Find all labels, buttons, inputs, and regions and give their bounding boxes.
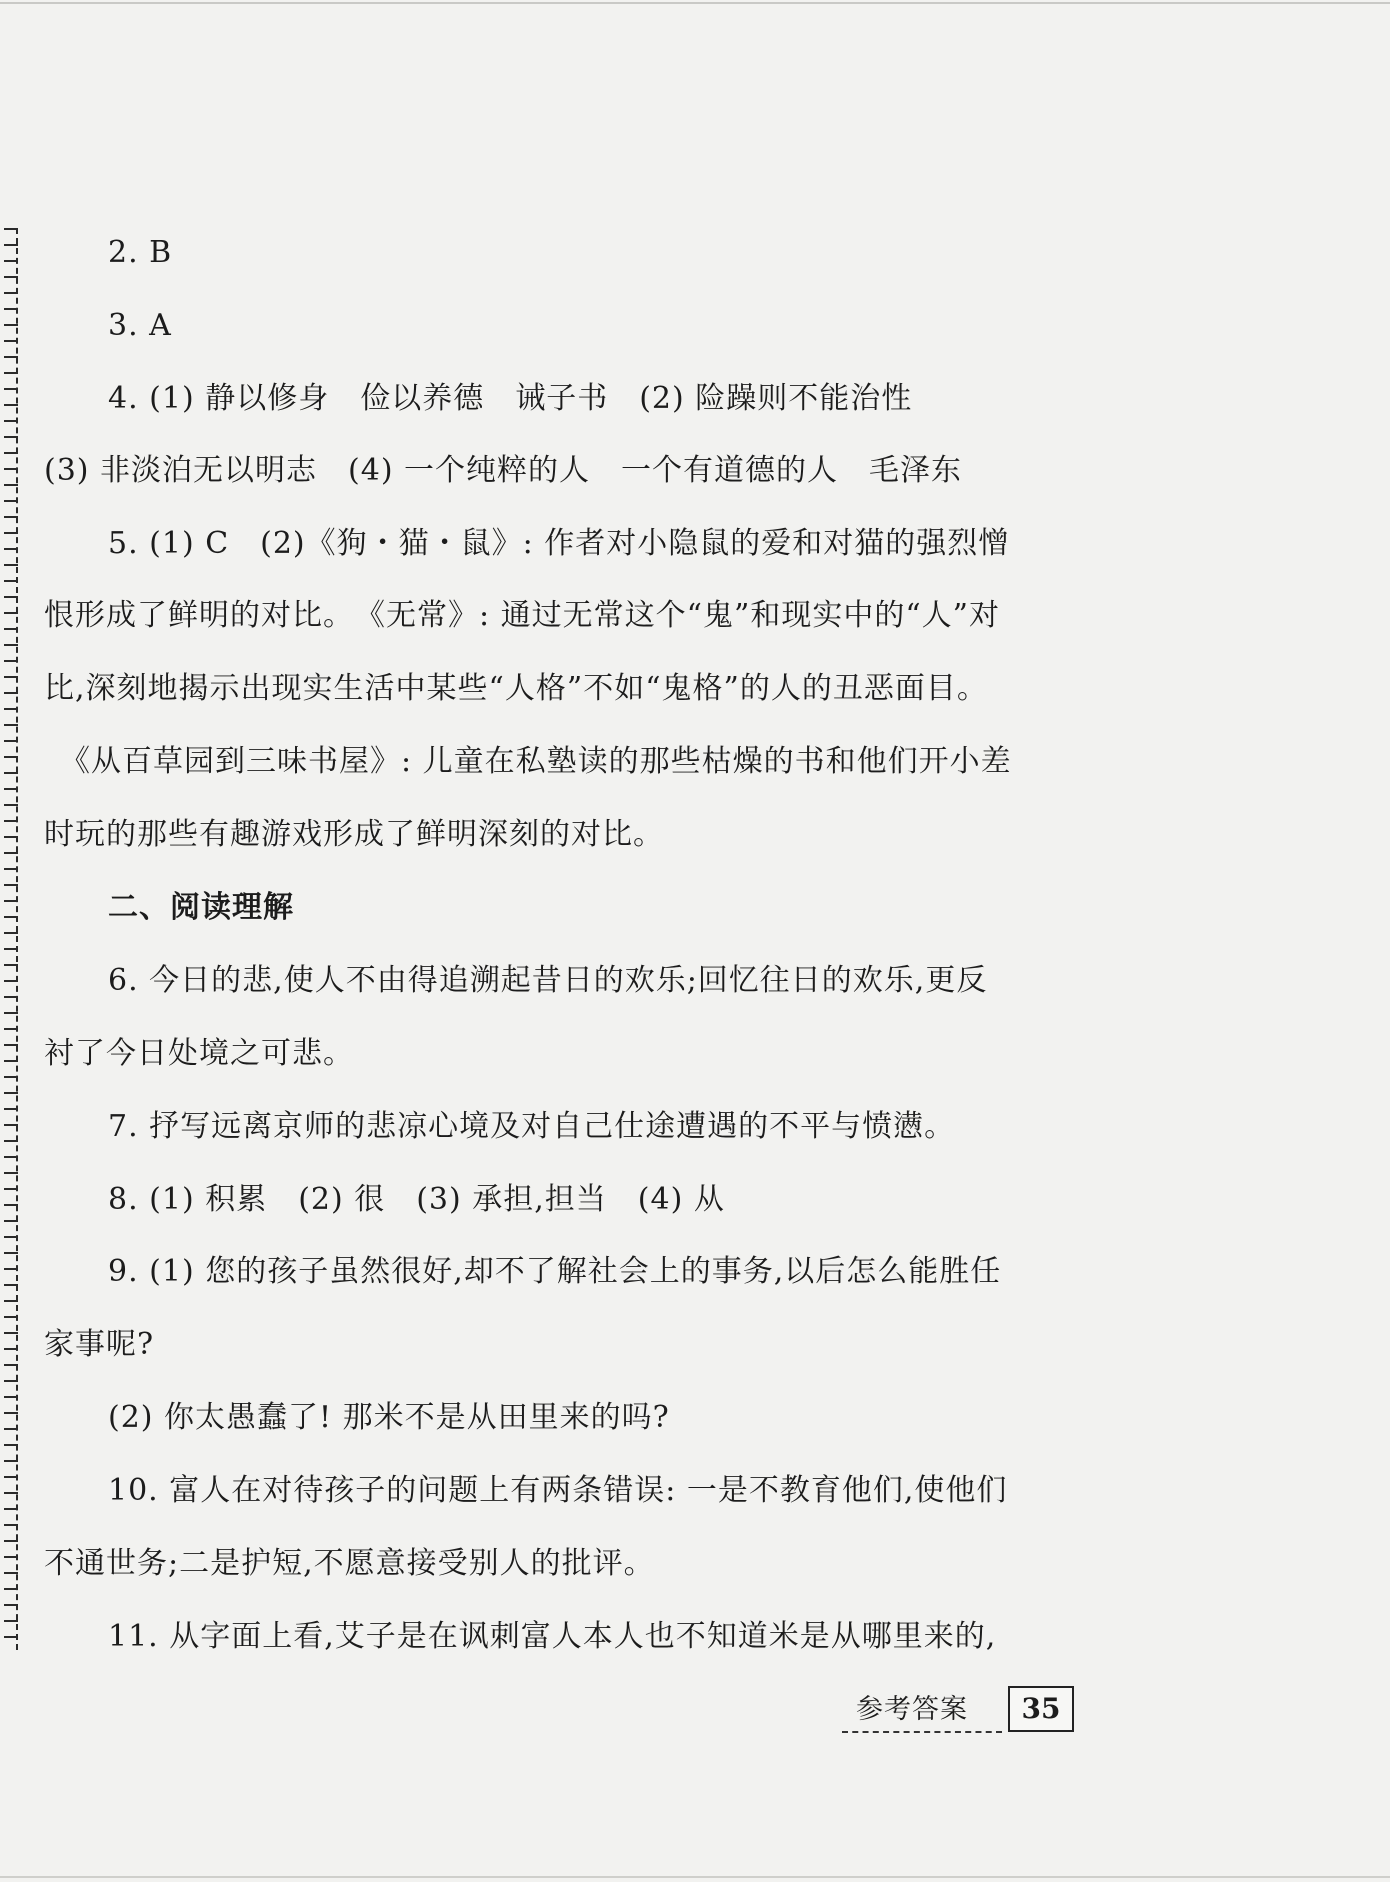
answer-line: 家事呢? (44, 1327, 155, 1362)
section-heading: 二、阅读理解 (108, 890, 294, 925)
answer-line: 《从百草园到三味书屋》: 儿童在私塾读的那些枯燥的书和他们开小差 (60, 744, 1012, 779)
answer-line: (2) 你太愚蠢了! 那米不是从田里来的吗? (108, 1400, 670, 1435)
answer-line: 恨形成了鲜明的对比。 《无常》: 通过无常这个“鬼”和现实中的“人”对 (44, 598, 1000, 633)
answer-line: 6. 今日的悲,使人不由得追溯起昔日的欢乐;回忆往日的欢乐,更反 (108, 963, 988, 998)
answer-line: 10. 富人在对待孩子的问题上有两条错误: 一是不教育他们,使他们 (108, 1473, 1008, 1508)
answer-line: 8. (1) 积累 (2) 很 (3) 承担,担当 (4) 从 (108, 1182, 725, 1217)
bottom-edge-rule (0, 1876, 1390, 1878)
answer-line: 2. B (108, 235, 173, 270)
answer-line: 4. (1) 静以修身 俭以养德 诫子书 (2) 险躁则不能治性 (108, 381, 913, 416)
page-number: 35 (1008, 1686, 1074, 1732)
footer-label: 参考答案 (856, 1694, 968, 1725)
answer-line: 9. (1) 您的孩子虽然很好,却不了解社会上的事务,以后怎么能胜任 (108, 1254, 1002, 1289)
footer-dotted-rule (842, 1731, 1002, 1733)
answer-line: 7. 抒写远离京师的悲凉心境及对自己仕途遭遇的不平与愤懑。 (108, 1109, 956, 1144)
answer-line: 不通世务;二是护短,不愿意接受别人的批评。 (44, 1546, 655, 1581)
answer-line: 3. A (108, 308, 172, 343)
answer-line: (3) 非淡泊无以明志 (4) 一个纯粹的人 一个有道德的人 毛泽东 (44, 453, 963, 488)
answer-line: 5. (1) C (2)《狗・猫・鼠》: 作者对小隐鼠的爱和对猫的强烈憎 (108, 526, 1010, 561)
answer-line: 时玩的那些有趣游戏形成了鲜明深刻的对比。 (44, 817, 664, 852)
answer-line: 衬了今日处境之可悲。 (44, 1036, 354, 1071)
answer-line: 11. 从字面上看,艾子是在讽刺富人本人也不知道米是从哪里来的, (108, 1619, 997, 1654)
answer-line: 比,深刻地揭示出现实生活中某些“人格”不如“鬼格”的人的丑恶面目。 (44, 671, 988, 706)
